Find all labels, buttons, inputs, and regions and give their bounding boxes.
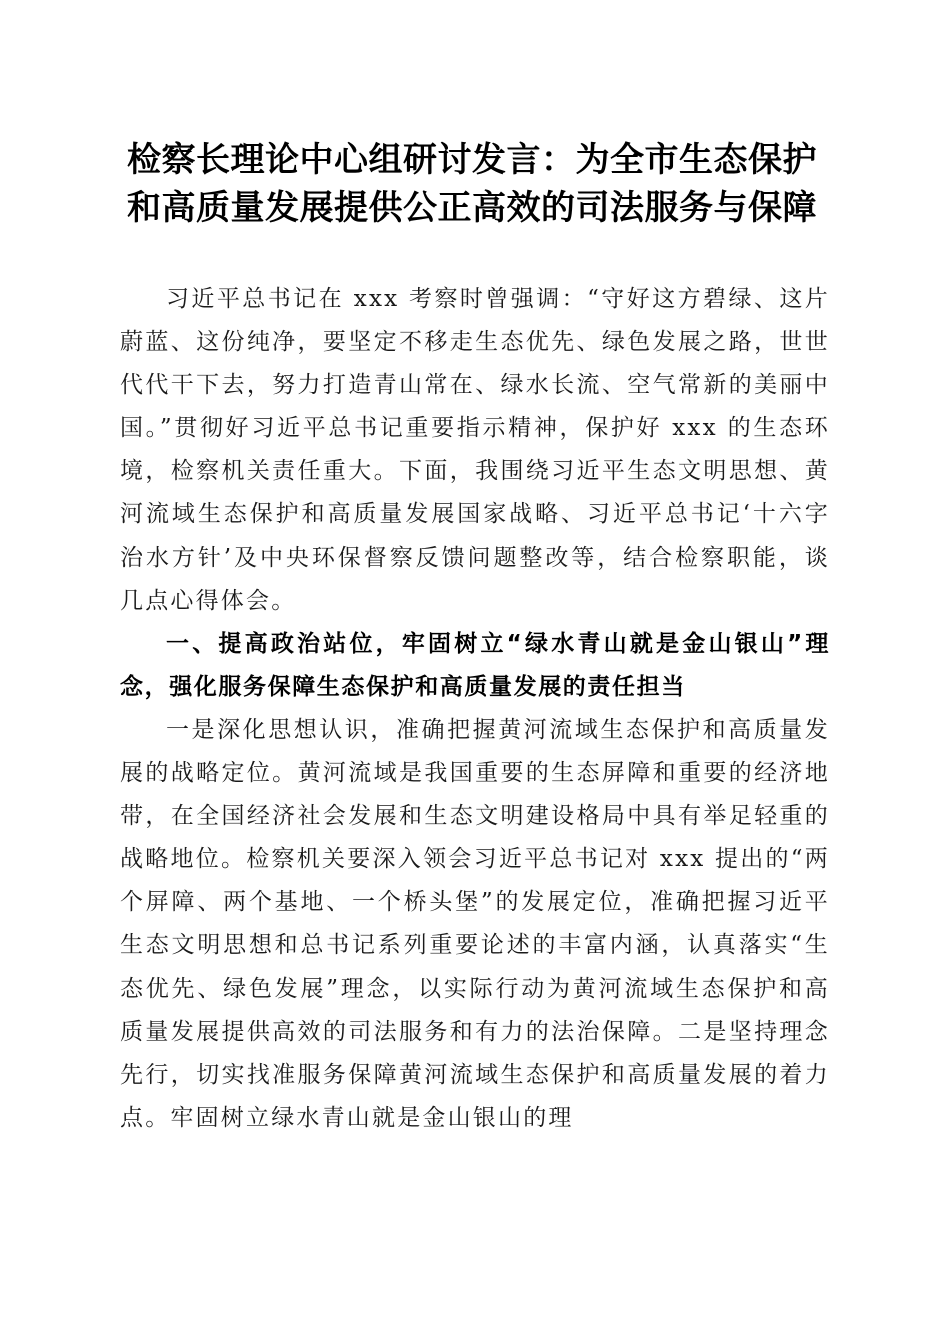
title-line-2: 和高质量发展提供公正高效的司法服务与保障 [127,188,817,228]
document-body [120,278,830,1140]
section-heading: 一、提高政治站位，牢固树立“绿水青山就是金山银山”理念，强化服务保障生态保护和高质量发展的责任担当 [120,630,830,700]
body-paragraph: 一是深化思想认识，准确把握黄河流域生态保护和高质量发展的战略定位。黄河流域是我国重要的生态屏障和重要的经济地带，在全国经济社会发展和生态文明建设格局中具有举足轻重的战略地位。检察机关要深入领会习近平总书记对 xxx 提出的“两个屏障、两个基地、一个桥头堡”的发展定位，准确把握习近平生态文明思想和总书记系列重要论述的丰富内涵，认真落实“生态优先、绿色发展”理念，以实际行动为黄河流域生态保护和高质量发展提供高效的司法服务和有力的法治保障。二是坚持理念先行，切实找准服务保障黄河流域生态保护和高质量发展的着力点。牢固树立绿水青山就是金山银山的理 [120,716,830,1131]
intro-paragraph: 习近平总书记在 xxx 考察时曾强调：“守好这方碧绿、这片蔚蓝、这份纯净，要坚定不移走生态优先、绿色发展之路，世世代代干下去，努力打造青山常在、绿水长流、空气常新的美丽中国。”贯彻好习近平总书记重要指示精神，保护好 xxx 的生态环境，检察机关责任重大。下面，我围绕习近平生态文明思想、黄河流域生态保护和高质量发展国家战略、习近平总书记‘十六字治水方针’及中央环保督察反馈问题整改等，结合检察职能，谈几点心得体会。 [120,286,830,614]
document-title [112,136,832,232]
title-line-1: 检察长理论中心组研讨发言：为全市生态保护 [127,140,817,180]
